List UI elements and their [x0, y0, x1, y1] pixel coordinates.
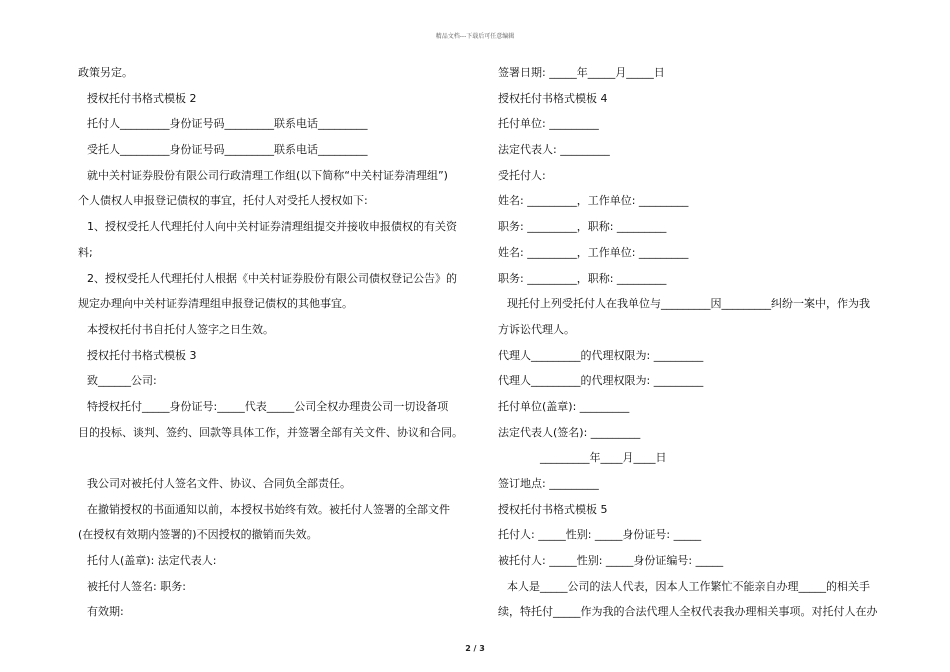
text-line: 代理人_________的代理权限为: _________	[498, 348, 704, 362]
text-line: _________年____月____日	[540, 451, 667, 465]
text-line: 签署日期: _____年_____月_____日	[498, 66, 665, 79]
text-line: 在撤销授权的书面通知以前，本授权书始终有效。被托付人签署的全部文件	[87, 502, 450, 516]
text-line: 姓名: _________，工作单位: _________	[498, 245, 689, 259]
text-line: 料;	[78, 245, 93, 259]
text-line: 受托付人:	[498, 168, 546, 182]
text-line: 法定代表人(签名): _________	[498, 425, 641, 439]
text-line: 政策另定。	[78, 66, 133, 79]
page-header: 精品文档---下载后可任意编辑	[435, 33, 515, 40]
text-line: 现托付上列受托付人在我单位与_________因_________纠纷一案中，作为我	[507, 297, 870, 311]
text-line: 代理人_________的代理权限为: _________	[498, 374, 704, 388]
text-line: (在授权有效期内签署的)不因授权的撤销而失效。	[78, 528, 318, 542]
text-line: 1、授权受托人代理托付人向中关村证券清理组提交并接收申报债权的有关资	[87, 220, 457, 234]
text-line: 职务: _________，职称: _________	[498, 220, 667, 234]
text-line: 致______公司:	[87, 374, 157, 388]
text-line: 我公司对被托付人签名文件、协议、合同负全部责任。	[87, 477, 351, 490]
text-line	[78, 451, 463, 477]
text-line: 被托付人签名: 职务:	[87, 579, 186, 593]
page-number: 2 / 3	[465, 644, 485, 653]
text-line: 被托付人: _____性别: _____身份证编号: _____	[498, 554, 724, 568]
text-line: 姓名: _________，工作单位: _________	[498, 194, 689, 208]
right-column	[498, 66, 883, 631]
text-line: 托付单位(盖章): _________	[498, 399, 630, 413]
text-line: 目的投标、谈判、签约、回款等具体工作，并签署全部有关文件、协议和合同。	[78, 425, 463, 439]
text-line: 授权托付书格式模板 4	[498, 91, 608, 105]
text-line: 本人是_____公司的法人代表，因本人工作繁忙不能亲自办理_____的相关手	[507, 579, 870, 593]
text-line: 授权托付书格式模板 3	[87, 348, 197, 362]
text-line: 本授权托付书自托付人签字之日生效。	[87, 322, 274, 336]
text-line: 签订地点: _________	[498, 477, 599, 490]
text-line: 特授权托付_____身份证号:_____代表_____公司全权办理贵公司一切设备项	[87, 399, 449, 413]
text-line: 就中关村证券股份有限公司行政清理工作组(以下简称“中关村证券清理组”)	[87, 168, 448, 182]
text-line: 托付人: _____性别: _____身份证号: _____	[498, 528, 702, 542]
text-line: 授权托付书格式模板 5	[498, 502, 608, 516]
text-line: 法定代表人: _________	[498, 143, 610, 157]
text-line: 有效期:	[87, 605, 124, 619]
text-line: 托付单位: _________	[498, 117, 599, 131]
text-line: 受托人_________身份证号码_________联系电话_________	[87, 143, 368, 157]
left-column	[78, 66, 463, 631]
text-line: 职务: _________，职称: _________	[498, 271, 667, 285]
text-line: 续，特托付_____作为我的合法代理人全权代表我办理相关事项。对托付人在办	[498, 605, 878, 619]
text-line: 授权托付书格式模板 2	[87, 91, 197, 105]
text-line: 个人债权人申报登记债权的事宜，托付人对受托人授权如下:	[78, 194, 368, 208]
text-line: 托付人(盖章): 法定代表人:	[87, 554, 217, 568]
text-line: 方诉讼代理人。	[498, 322, 575, 336]
text-line: 托付人_________身份证号码_________联系电话_________	[87, 117, 368, 131]
text-line: 2、授权受托人代理托付人根据《中关村证券股份有限公司债权登记公告》的	[87, 271, 457, 285]
text-line: 规定办理向中关村证券清理组申报登记债权的其他事宜。	[78, 297, 353, 311]
